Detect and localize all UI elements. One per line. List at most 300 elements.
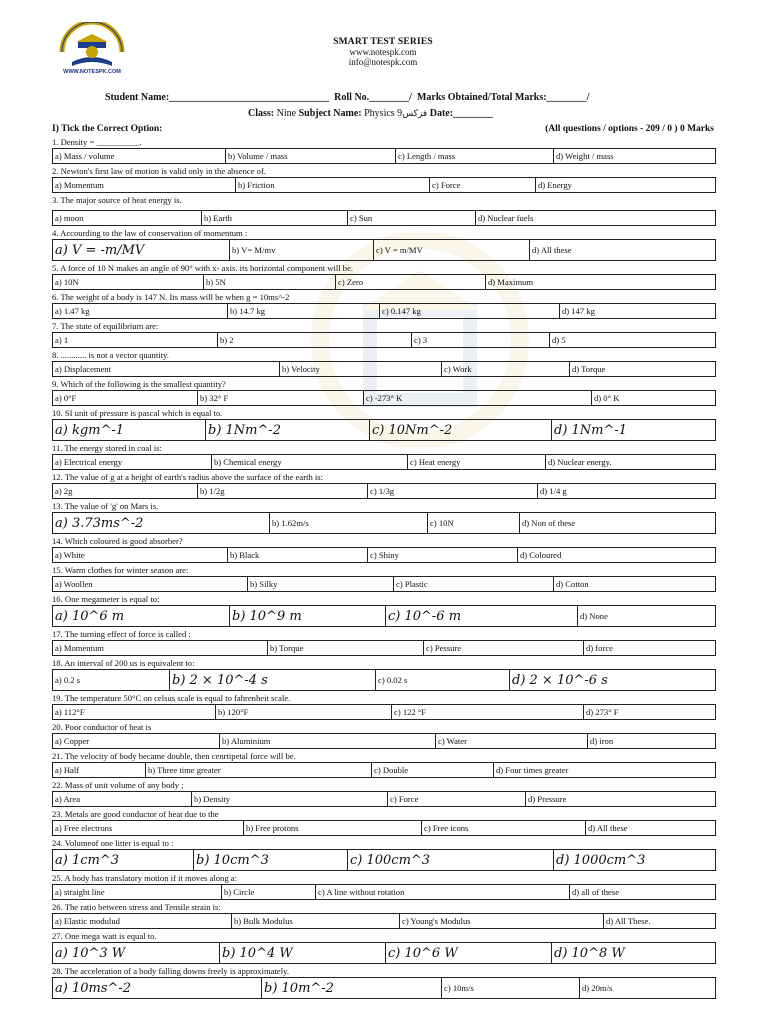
option-c[interactable] [367,484,537,498]
option-b[interactable] [229,606,385,626]
option-c[interactable] [379,304,559,318]
option-label: c) Free icons [424,823,469,833]
option-label: d) Nuclear fuels [478,213,534,223]
option-label: d) all of these [572,887,620,897]
question-text: 9. Which of the following is the smallest quantity? [52,379,226,389]
option-c[interactable] [363,391,591,405]
brand-block [318,37,448,67]
option-label: a) White [55,550,85,560]
option-label: d) Torque [572,364,606,374]
option-a[interactable] [53,641,267,655]
option-b[interactable] [243,821,421,835]
option-label: a) Copper [55,736,90,746]
option-label: d) 273° F [586,707,619,717]
option-a[interactable] [53,484,197,498]
student-name-label: Student Name:________________________________ [105,92,330,103]
option-label: a) 112°F [55,707,85,717]
student-info-row [105,92,685,103]
option-label: a) straight line [55,887,105,897]
option-label: d) None [580,611,608,621]
option-label: a) 1cm^3 [55,852,119,868]
option-d[interactable] [509,670,717,690]
option-label: a) 10N [55,277,79,287]
options-row [52,361,716,377]
option-label: b) 1.62m/s [272,518,309,528]
option-a[interactable] [53,763,145,777]
option-a[interactable] [53,362,279,376]
class-label: Class: [248,108,275,119]
option-a[interactable] [53,333,217,347]
option-label: c) Length / mass [398,151,456,161]
option-label: a) V = -m/MV [55,242,145,258]
option-c[interactable] [391,705,583,719]
option-a[interactable] [53,792,191,806]
subject-value: Physics 9 [364,108,403,119]
option-label: d) 147 kg [562,306,595,316]
option-a[interactable] [53,178,235,192]
option-label: b) Chemical energy [214,457,282,467]
option-label: d) Non of these [522,518,576,528]
question-text: 8. ............ is not a vector quantity. [52,350,169,360]
option-label: d) Maximum [488,277,534,287]
options-row [52,419,716,441]
options-row [52,512,716,534]
option-b[interactable] [217,333,411,347]
option-label: d) Coloured [520,550,562,560]
question-text: 19. The temperature 50°C on celsus scale is equal to fahrenheit scale. [52,693,291,703]
option-label: a) 10ms^-2 [55,980,132,996]
option-label: b) 32° F [200,393,229,403]
option-d[interactable] [485,275,717,289]
options-row [52,390,716,406]
option-a[interactable] [53,885,221,899]
option-d[interactable] [535,178,717,192]
option-b[interactable] [201,211,347,225]
options-row [52,239,716,261]
option-label: c) Double [374,765,409,775]
option-label: d) All These. [606,916,651,926]
option-label: c) -273° K [366,393,403,403]
option-b[interactable] [227,304,379,318]
option-b[interactable] [247,577,393,591]
option-label: b) Friction [238,180,275,190]
options-row [52,640,716,656]
option-b[interactable] [169,670,375,690]
option-label: b) 1Nm^-2 [208,422,282,438]
option-b[interactable] [191,792,387,806]
question-text: 18. An interval of 200 us is equivalent to: [52,658,195,668]
option-b[interactable] [227,548,367,562]
option-c[interactable] [423,641,583,655]
option-label: b) 10cm^3 [196,852,269,868]
option-label: d) Cotton [556,579,589,589]
option-label: a) 1 [55,335,69,345]
option-c[interactable] [441,362,569,376]
option-label: d) All these [532,245,572,255]
question-text: 4. Accourding to the law of conservation of momentum : [52,228,248,238]
option-label: b) 2 [220,335,234,345]
option-label: d) Nuclear energy. [548,457,612,467]
option-label: a) Mass / volume [55,151,115,161]
option-label: c) V = m/MV [376,245,423,255]
question-text: 6. The weight of a body is 147 N. Its mass will be when g = 10ms^-2 [52,292,290,302]
option-label: c) 3 [414,335,428,345]
option-a[interactable] [53,211,201,225]
option-label: a) 2g [55,486,73,496]
option-label: a) Woollen [55,579,93,589]
subject-urdu: فزکس [402,109,428,119]
option-b[interactable] [197,391,363,405]
option-a[interactable] [53,149,225,163]
option-a[interactable] [53,391,197,405]
options-row [52,913,716,929]
option-d[interactable] [549,333,717,347]
option-b[interactable] [229,240,373,260]
option-label: d) iron [590,736,614,746]
option-label: d) 20m/s [582,983,613,993]
option-a[interactable] [53,821,243,835]
options-row [52,454,716,470]
option-label: d) Weight / mass [556,151,614,161]
marks-label: Marks Obtained/Total Marks:________/ [416,92,590,103]
option-c[interactable] [399,914,603,928]
option-a[interactable] [53,240,229,260]
option-label: a) Momentum [55,180,104,190]
option-label: b) Three time greater [148,765,221,775]
option-d[interactable] [529,240,717,260]
option-label: b) 1/2g [200,486,225,496]
option-d[interactable] [569,885,717,899]
option-label: c) 10m/s [444,983,474,993]
option-label: d) All these [588,823,628,833]
options-row [52,849,716,871]
option-a[interactable] [53,670,169,690]
option-label: a) Displacement [55,364,112,374]
option-d[interactable] [577,606,717,626]
option-a[interactable] [53,978,261,998]
option-d[interactable] [493,763,717,777]
options-row [52,669,716,691]
option-a[interactable] [53,304,227,318]
option-d[interactable] [603,914,717,928]
option-b[interactable] [269,513,427,533]
options-row [52,762,716,778]
option-d[interactable] [537,484,717,498]
options-row [52,483,716,499]
option-label: b) Black [230,550,260,560]
roll-no-label: Roll No.________/ [334,92,412,103]
option-d[interactable] [583,705,717,719]
options-row [52,547,716,563]
option-a[interactable] [53,606,229,626]
option-d[interactable] [525,792,717,806]
option-label: a) Free electrons [55,823,113,833]
option-label: d) 0° K [594,393,620,403]
option-label: a) 0°F [55,393,77,403]
options-row [52,332,716,348]
question-text: 17. The turning effect of force is called : [52,629,191,639]
option-d[interactable] [591,391,717,405]
options-row [52,942,716,964]
option-label: c) 10^6 W [388,945,458,961]
question-text: 22. Mass of unit volume of any body ; [52,780,184,790]
option-c[interactable] [393,577,553,591]
option-b[interactable] [219,734,435,748]
options-row [52,733,716,749]
website-text: www.notespk.com [349,47,417,57]
option-c[interactable] [387,792,525,806]
question-text: 16. One megameter is equal to: [52,594,160,604]
option-label: c) Work [444,364,472,374]
question-text: 2. Newton's first law of motion is valid only in the absence of. [52,166,266,176]
option-label: a) Momentum [55,643,104,653]
option-label: a) 3.73ms^-2 [55,515,144,531]
option-c[interactable] [373,240,529,260]
class-value: Nine [276,108,297,119]
option-label: b) 10^9 m [232,608,302,624]
option-d[interactable] [569,362,717,376]
option-c[interactable] [315,885,569,899]
option-label: b) Density [194,794,231,804]
option-c[interactable] [385,943,551,963]
option-c[interactable] [429,178,535,192]
option-label: c) Zero [338,277,364,287]
option-label: b) Velocity [282,364,320,374]
option-label: b) 14.7 kg [230,306,266,316]
question-text: 5. A force of 10 N makes an angle of 90° with x- axis. its horizontal component will be. [52,263,354,273]
question-text: 11. The energy stored in coal is: [52,443,162,453]
option-label: b) Bulk Modulus [234,916,293,926]
option-d[interactable] [475,211,717,225]
date-label: Date:________ [429,108,494,119]
option-a[interactable] [53,513,269,533]
option-b[interactable] [221,885,315,899]
question-text: 3. The major source of heat energy is. [52,195,182,205]
option-label: c) 100cm^3 [350,852,431,868]
question-text: 27. One mega watt is equal to. [52,931,157,941]
options-row [52,704,716,720]
option-a[interactable] [53,548,227,562]
option-label: a) 10^6 m [55,608,125,624]
option-c[interactable] [441,978,579,998]
option-c[interactable] [427,513,519,533]
option-label: d) Four times greater [496,765,569,775]
option-label: b) Aluminium [222,736,271,746]
option-label: c) Young's Modulus [402,916,471,926]
class-info-row [248,108,648,119]
option-label: c) Force [432,180,461,190]
options-row [52,148,716,164]
options-row [52,884,716,900]
options-row [52,210,716,226]
option-c[interactable] [369,420,551,440]
option-b[interactable] [235,178,429,192]
option-label: c) 122 °F [394,707,427,717]
section-marks: (All questions / options - 209 / 0 ) 0 Marks [545,124,714,134]
option-label: c) Sun [350,213,373,223]
email-text: info@notespk.com [348,57,418,67]
option-d[interactable] [553,149,717,163]
option-b[interactable] [219,943,385,963]
option-label: c) Force [390,794,419,804]
question-text: 24. Volumeof one litter is equal to : [52,838,174,848]
question-text: 25. A body has translatory motion if it moves along a: [52,873,237,883]
question-text: 28. The acceleration of a body falling downs freely is approximately. [52,966,289,976]
option-c[interactable] [371,763,493,777]
option-d[interactable] [553,577,717,591]
question-text: 15. Warm clothes for winter season are: [52,565,189,575]
section-header [52,124,716,136]
option-label: d) 1/4 g [540,486,567,496]
option-c[interactable] [375,670,509,690]
option-label: d) 10^8 W [554,945,625,961]
option-b[interactable] [203,275,335,289]
options-row [52,303,716,319]
option-label: b) Earth [204,213,232,223]
question-text: 14. Which coloured is good absorber? [52,536,183,546]
option-label: b) 120°F [218,707,249,717]
option-d[interactable] [583,641,717,655]
option-d[interactable] [517,548,717,562]
option-a[interactable] [53,850,193,870]
option-b[interactable] [215,705,391,719]
section-title: I) Tick the Correct Option: [52,124,163,134]
option-a[interactable] [53,705,215,719]
option-label: c) 1/3g [370,486,395,496]
option-label: d) force [586,643,613,653]
option-c[interactable] [435,734,587,748]
option-label: d) 5 [552,335,566,345]
option-a[interactable] [53,275,203,289]
option-label: c) 10Nm^-2 [372,422,453,438]
option-label: b) 10m^-2 [264,980,334,996]
question-text: 1. Density = __________. [52,137,142,147]
option-label: a) Area [55,794,81,804]
option-label: b) Silky [250,579,278,589]
option-label: a) Half [55,765,80,775]
option-c[interactable] [347,211,475,225]
option-label: b) 2 × 10^-4 s [172,672,268,688]
option-label: c) 0.147 kg [382,306,421,316]
option-label: c) 0.02 s [378,675,408,685]
option-a[interactable] [53,420,205,440]
option-c[interactable] [335,275,485,289]
option-c[interactable] [367,548,517,562]
option-d[interactable] [519,513,717,533]
option-d[interactable] [579,978,717,998]
option-b[interactable] [225,149,395,163]
option-d[interactable] [545,455,717,469]
question-text: 13. The value of 'g' on Mars is. [52,501,159,511]
option-c[interactable] [407,455,545,469]
option-label: b) Torque [270,643,304,653]
option-label: c) Pessure [426,643,462,653]
option-a[interactable] [53,577,247,591]
option-b[interactable] [261,978,441,998]
options-row [52,576,716,592]
option-b[interactable] [279,362,441,376]
logo [52,22,132,80]
option-a[interactable] [53,943,219,963]
option-d[interactable] [551,420,717,440]
option-b[interactable] [193,850,347,870]
options-row [52,820,716,836]
option-label: a) 10^3 W [55,945,126,961]
option-label: b) Circle [224,887,255,897]
option-b[interactable] [211,455,407,469]
subject-label: Subject Name: [298,108,362,119]
question-text: 20. Poor conductor of heat is [52,722,152,732]
option-label: a) 1.47 kg [55,306,90,316]
option-label: c) Plastic [396,579,428,589]
option-label: b) 10^4 W [222,945,293,961]
option-label: b) Volume / mass [228,151,288,161]
option-d[interactable] [587,734,717,748]
option-label: d) 1Nm^-1 [554,422,628,438]
option-label: c) A line without rotation [318,887,405,897]
option-label: b) Free protons [246,823,299,833]
options-row [52,274,716,290]
options-row [52,177,716,193]
option-c[interactable] [395,149,553,163]
option-label: d) Energy [538,180,572,190]
option-label: a) kgm^-1 [55,422,125,438]
option-label: c) Shiny [370,550,399,560]
option-label: a) Electrical energy [55,457,123,467]
option-label: a) moon [55,213,84,223]
option-b[interactable] [231,914,399,928]
option-label: a) 0.2 s [55,675,81,685]
option-label: d) 1000cm^3 [556,852,646,868]
options-row [52,977,716,999]
option-label: d) Pressure [528,794,567,804]
option-b[interactable] [145,763,371,777]
question-text: 23. Metals are good conductor of heat due to the [52,809,219,819]
option-b[interactable] [205,420,369,440]
option-c[interactable] [347,850,553,870]
option-a[interactable] [53,734,219,748]
option-b[interactable] [197,484,367,498]
option-a[interactable] [53,914,231,928]
option-label: b) 5N [206,277,226,287]
option-label: c) 10^-6 m [388,608,462,624]
option-label: b) V= M/mv [232,245,276,255]
option-c[interactable] [385,606,577,626]
option-c[interactable] [411,333,549,347]
logo-url: WWW.NOTESPK.COM [63,69,121,75]
option-label: a) Elastic modulud [55,916,120,926]
option-label: c) Water [438,736,467,746]
option-label: c) Heat energy [410,457,461,467]
question-text: 7. The state of equilibrium are: [52,321,159,331]
options-row [52,791,716,807]
question-text: 26. The ratio between stress and Tensile strain is: [52,902,221,912]
option-label: c) 10N [430,518,454,528]
option-d[interactable] [559,304,717,318]
option-d[interactable] [553,850,717,870]
test-series-title: SMART TEST SERIES [333,37,433,47]
option-label: d) 2 × 10^-6 s [512,672,608,688]
options-row [52,605,716,627]
question-text: 12. The value of g at a height of earth's radius above the surface of the earth is: [52,472,324,482]
option-d[interactable] [585,821,717,835]
question-text: 21. The velocity of body became double, then cenrtipetal force will be. [52,751,296,761]
option-d[interactable] [551,943,717,963]
option-a[interactable] [53,455,211,469]
question-text: 10. SI unit of pressure is pascal which is equal to. [52,408,223,418]
option-c[interactable] [421,821,585,835]
option-b[interactable] [267,641,423,655]
